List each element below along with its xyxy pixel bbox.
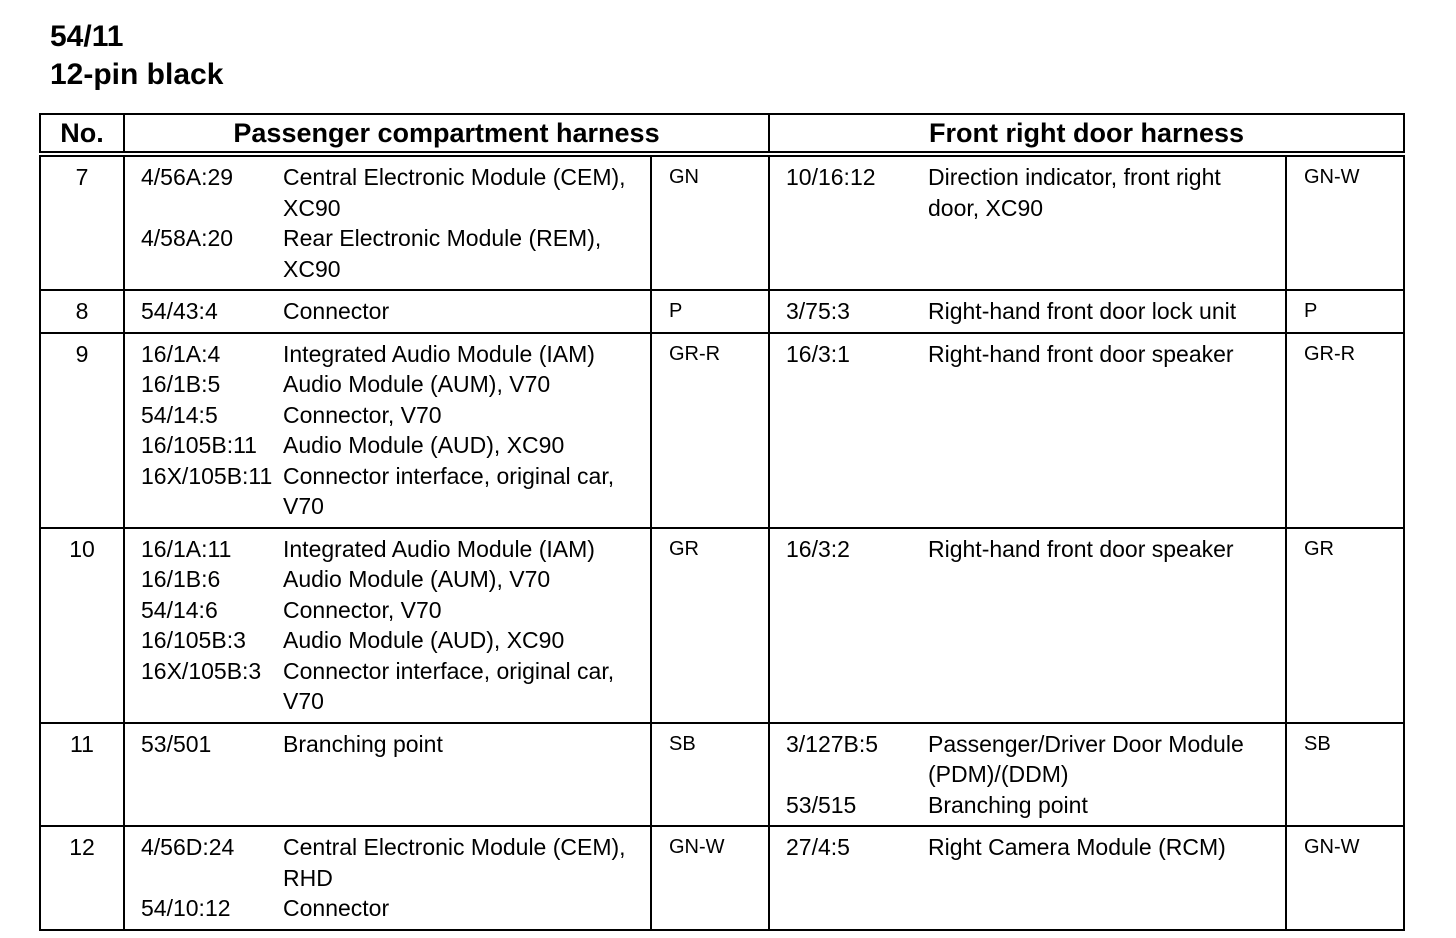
passenger-wire-color: GR-R (651, 333, 769, 528)
component-reference: 16/3:1 (786, 340, 850, 367)
component-reference: 3/75:3 (786, 298, 850, 324)
component-description: Audio Module (AUM), V70 (283, 566, 551, 592)
component-description: Integrated Audio Module (IAM) (283, 535, 595, 562)
passenger-wire-color: GR (651, 528, 769, 723)
component-description: Connector (283, 895, 390, 921)
table-header-row (40, 114, 1404, 154)
door-harness-entries (769, 290, 1286, 333)
component-description: Connector, V70 (283, 596, 442, 623)
pin-number: 11 (40, 723, 124, 827)
passenger-harness-entries (124, 290, 651, 333)
component-reference: 16X/105B:11 (141, 462, 273, 489)
table-row (40, 528, 1404, 723)
component-description: Right-hand front door speaker (928, 340, 1234, 367)
harness-entry (141, 564, 640, 595)
table-row (40, 826, 1404, 930)
door-harness-entries (769, 528, 1286, 723)
harness-entry (786, 534, 1275, 565)
component-reference: 16/1B:6 (141, 566, 221, 592)
passenger-harness-entries (124, 528, 651, 723)
component-description: Connector (283, 298, 390, 324)
table-row (40, 290, 1404, 333)
harness-entry (141, 595, 640, 626)
harness-entry (786, 339, 1275, 370)
harness-entry (786, 729, 1275, 790)
harness-entry (786, 162, 1275, 223)
component-reference: 54/14:5 (141, 401, 218, 428)
component-reference: 10/16:12 (786, 164, 876, 190)
component-reference: 16/105B:11 (141, 432, 257, 458)
harness-entry (786, 296, 1275, 327)
harness-entry (141, 832, 640, 893)
passenger-wire-color: GN (651, 154, 769, 290)
component-description: Audio Module (AUM), V70 (283, 371, 551, 397)
component-reference: 16/1A:11 (141, 535, 232, 562)
door-wire-color: SB (1286, 723, 1404, 827)
page-title (50, 18, 223, 94)
door-wire-color: GR-R (1286, 333, 1404, 528)
component-reference: 16/1B:5 (141, 371, 221, 397)
component-description: Branching point (283, 730, 443, 757)
header-no: No. (40, 114, 124, 154)
component-description: Direction indicator, front right door, XC90 (928, 164, 1221, 221)
table-row (40, 333, 1404, 528)
passenger-wire-color: P (651, 290, 769, 333)
door-harness-entries (769, 333, 1286, 528)
door-wire-color: GN-W (1286, 826, 1404, 930)
component-description: Connector interface, original car, V70 (283, 657, 615, 714)
pin-table (39, 113, 1405, 931)
component-description: Audio Module (AUD), XC90 (283, 627, 565, 653)
passenger-wire-color: GN-W (651, 826, 769, 930)
component-description: Rear Electronic Module (REM), XC90 (283, 225, 602, 282)
component-description: Audio Module (AUD), XC90 (283, 432, 565, 458)
component-reference: 54/10:12 (141, 895, 231, 921)
component-description: Central Electronic Module (CEM), RHD (283, 834, 626, 891)
harness-entry (141, 162, 640, 223)
door-harness-entries (769, 154, 1286, 290)
harness-entry (141, 223, 640, 284)
passenger-wire-color: SB (651, 723, 769, 827)
component-reference: 3/127B:5 (786, 730, 879, 757)
door-harness-entries (769, 826, 1286, 930)
component-reference: 54/14:6 (141, 596, 218, 623)
connector-description: 12-pin black (50, 58, 224, 91)
component-description: Connector interface, original car, V70 (283, 462, 615, 519)
component-reference: 16/105B:3 (141, 627, 246, 653)
harness-entry (141, 656, 640, 717)
component-description: Passenger/Driver Door Module (PDM)/(DDM) (928, 730, 1244, 787)
pin-number: 10 (40, 528, 124, 723)
pin-number: 8 (40, 290, 124, 333)
harness-entry (141, 729, 640, 760)
pin-number: 7 (40, 154, 124, 290)
component-reference: 54/43:4 (141, 298, 218, 324)
connector-id: 54/11 (50, 20, 124, 53)
component-reference: 16/3:2 (786, 535, 850, 562)
component-description: Central Electronic Module (CEM), XC90 (283, 164, 626, 221)
harness-entry (141, 534, 640, 565)
header-door-harness: Front right door harness (769, 114, 1404, 154)
component-description: Connector, V70 (283, 401, 442, 428)
component-description: Branching point (928, 791, 1088, 818)
harness-entry (141, 296, 640, 327)
passenger-harness-entries (124, 333, 651, 528)
passenger-harness-entries (124, 723, 651, 827)
harness-entry (141, 400, 640, 431)
component-reference: 16X/105B:3 (141, 657, 262, 684)
component-description: Right-hand front door speaker (928, 535, 1234, 562)
component-reference: 4/58A:20 (141, 225, 234, 251)
pin-number: 9 (40, 333, 124, 528)
component-description: Integrated Audio Module (IAM) (283, 340, 595, 367)
component-reference: 4/56A:29 (141, 164, 234, 190)
component-description: Right-hand front door lock unit (928, 298, 1237, 324)
harness-entry (141, 625, 640, 656)
table-row (40, 723, 1404, 827)
header-passenger-harness: Passenger compartment harness (124, 114, 769, 154)
component-reference: 27/4:5 (786, 834, 850, 860)
door-harness-entries (769, 723, 1286, 827)
component-reference: 4/56D:24 (141, 834, 235, 860)
harness-entry (786, 832, 1275, 863)
harness-entry (141, 339, 640, 370)
door-wire-color: P (1286, 290, 1404, 333)
harness-entry (141, 893, 640, 924)
door-wire-color: GR (1286, 528, 1404, 723)
harness-entry (786, 790, 1275, 821)
component-reference: 16/1A:4 (141, 340, 221, 367)
door-wire-color: GN-W (1286, 154, 1404, 290)
pin-number: 12 (40, 826, 124, 930)
passenger-harness-entries (124, 826, 651, 930)
passenger-harness-entries (124, 154, 651, 290)
table-row (40, 154, 1404, 290)
component-reference: 53/501 (141, 730, 212, 757)
harness-entry (141, 430, 640, 461)
component-description: Right Camera Module (RCM) (928, 834, 1226, 860)
harness-entry (141, 369, 640, 400)
harness-entry (141, 461, 640, 522)
component-reference: 53/515 (786, 791, 857, 818)
